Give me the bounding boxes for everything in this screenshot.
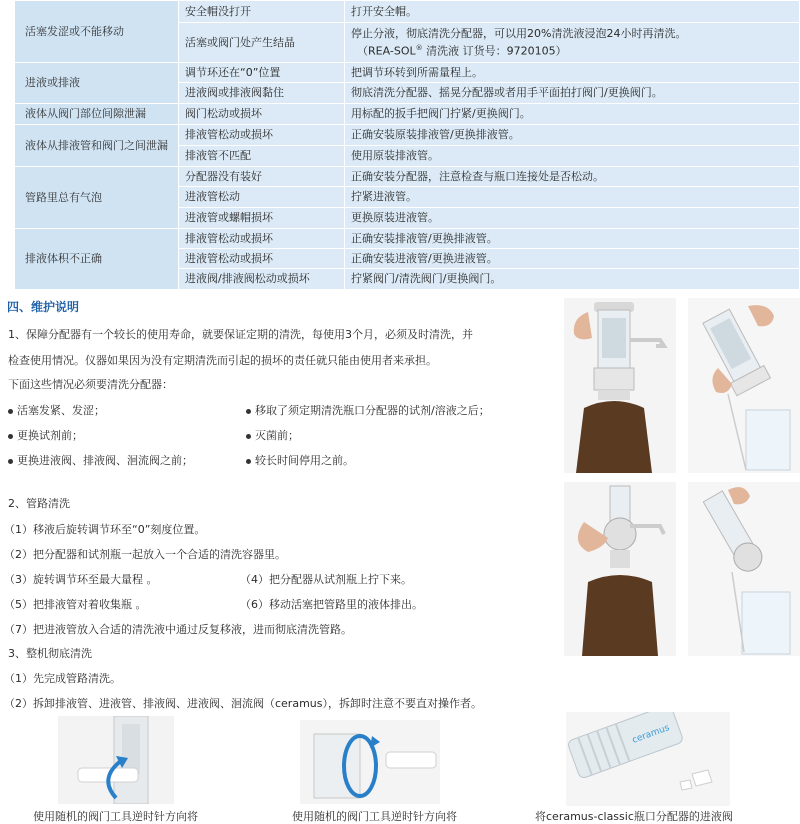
step-item: （3）旋转调节环至最大量程 。 [4,573,158,586]
table-row [15,1,800,23]
table-row [15,167,800,187]
cause-cell: 活塞或阀门处产生结晶 [179,23,345,63]
solution-cell: 更换原装进液管。 [345,208,800,229]
problem-cell: 活塞发涩或不能移动 [15,1,179,63]
photo-valve-tool-1 [58,716,174,804]
paragraph-line: 1、保障分配器有一个较长的使用寿命，就要保证定期的清洗，每使用3个月，必须及时清洗，并 [8,328,473,341]
dispenser-bottle-illustration [564,298,676,473]
bullet-icon [246,409,251,414]
cause-cell: 排液管松动或损坏 [179,229,345,249]
step-item: （7）把进液管放入合适的清洗液中通过反复移液，进而彻底清洗管路。 [4,623,352,636]
solution-cell: 拧紧阀门/清洗阀门/更换阀门。 [345,269,800,290]
bullet-icon [246,434,251,439]
solution-cell [345,23,800,63]
photo-unscrew-dispenser [564,482,676,656]
problem-cell: 液体从阀门部位间隙泄漏 [15,104,179,125]
photo-dispenser-into-beaker [688,298,800,473]
problem-cell: 管路里总有气泡 [15,167,179,229]
step-item: （5）把排液管对着收集瓶 。 [4,598,147,611]
bullet-icon [246,459,251,464]
step-item: （6）移动活塞把管路里的液体排出。 [240,598,423,611]
table-row [15,104,800,125]
solution-cell: 打开安全帽。 [345,1,800,23]
cause-cell: 调节环还在“0”位置 [179,63,345,83]
cause-cell: 安全帽没打开 [179,1,345,23]
problem-cell: 液体从排液管和阀门之间泄漏 [15,125,179,167]
step-item: （2）把分配器和试剂瓶一起放入一个合适的清洗容器里。 [4,548,286,561]
photo-caption: 使用随机的阀门工具逆时针方向将 [33,810,198,823]
solution-line: 停止分液，彻底清洗分配器，可以用20%清洗液浸泡24小时再清洗。 [351,26,687,40]
section-title: 四、维护说明 [7,300,80,314]
valve-tool-illustration [58,716,174,804]
solution-cell: 正确安装排液管/更换排液管。 [345,229,800,249]
bullet-item: 较长时间停用之前。 [246,452,354,468]
photo-caption: 使用随机的阀门工具逆时针方向将 [292,810,457,823]
paragraph-line: 下面这些情况必须要清洗分配器： [8,378,173,391]
brand-label: ceramus [630,723,671,746]
registered-mark: ® [415,43,423,52]
problem-cell: 进液或排液 [15,63,179,104]
bullet-icon [8,409,13,414]
solution-cell: 正确安装原装排液管/更换排液管。 [345,125,800,146]
solution-cell: 彻底清洗分配器、摇晃分配器或者用手平面拍打阀门/更换阀门。 [345,83,800,104]
photo-inlet-valve [566,712,730,806]
solution-cell: 把调节环转到所需量程上。 [345,63,800,83]
inlet-valve-illustration [566,712,730,806]
subsection-title: 3、整机彻底清洗 [8,647,92,660]
cause-cell: 排液管不匹配 [179,146,345,167]
table-row [15,63,800,83]
solution-cell: 使用原装排液管。 [345,146,800,167]
problem-cell: 排液体积不正确 [15,229,179,290]
subsection-title: 2、管路清洗 [8,497,70,510]
cause-cell: 进液阀或排液阀黏住 [179,83,345,104]
table-row [15,229,800,249]
photo-caption: 将ceramus-classic瓶口分配器的进液阀 [535,810,733,823]
step-item: （1）移液后旋转调节环至“0”刻度位置。 [4,523,206,536]
cause-cell: 排液管松动或损坏 [179,125,345,146]
rinse-beaker-illustration [688,482,800,656]
photo-valve-tool-2 [300,720,440,804]
cause-cell: 阀门松动或损坏 [179,104,345,125]
step-item: （1）先完成管路清洗。 [4,672,121,685]
step-item: （4）把分配器从试剂瓶上拧下来。 [240,573,412,586]
table-row [15,125,800,146]
cause-cell: 进液管松动 [179,187,345,208]
solution-line: （REA-SOL® 清洗液 订货号：9720105） [357,43,567,58]
solution-cell: 用标配的扳手把阀门拧紧/更换阀门。 [345,104,800,125]
solution-cell: 拧紧进液管。 [345,187,800,208]
step-item: （2）拆卸排液管、进液管、排液阀、进液阀、洄流阀（ceramus），拆卸时注意不要直对操作者。 [4,697,482,710]
cause-cell: 进液阀/排液阀松动或损坏 [179,269,345,290]
cause-cell: 进液管松动或损坏 [179,249,345,269]
troubleshooting-table [14,0,800,290]
cause-cell: 分配器没有装好 [179,167,345,187]
bullet-item: 灭菌前； [246,427,299,443]
paragraph-line: 检查使用情况。仪器如果因为没有定期清洗而引起的损坏的责任就只能由使用者来承担。 [8,354,437,367]
cause-cell: 进液管或螺帽损坏 [179,208,345,229]
bullet-item: 更换进液阀、排液阀、洄流阀之前； [8,452,193,468]
valve-tool-2-illustration [300,720,440,804]
bullet-icon [8,434,13,439]
unscrew-dispenser-illustration [564,482,676,656]
photo-rinse-in-beaker [688,482,800,656]
bullet-item: 移取了须定期清洗瓶口分配器的试剂/溶液之后； [246,402,490,418]
solution-cell: 正确安装进液管/更换进液管。 [345,249,800,269]
photo-dispenser-on-bottle [564,298,676,473]
bullet-item: 更换试剂前； [8,427,83,443]
dispenser-beaker-illustration [688,298,800,473]
bullet-icon [8,459,13,464]
solution-cell: 正确安装分配器，注意检查与瓶口连接处是否松动。 [345,167,800,187]
bullet-item: 活塞发紧、发涩； [8,402,105,418]
